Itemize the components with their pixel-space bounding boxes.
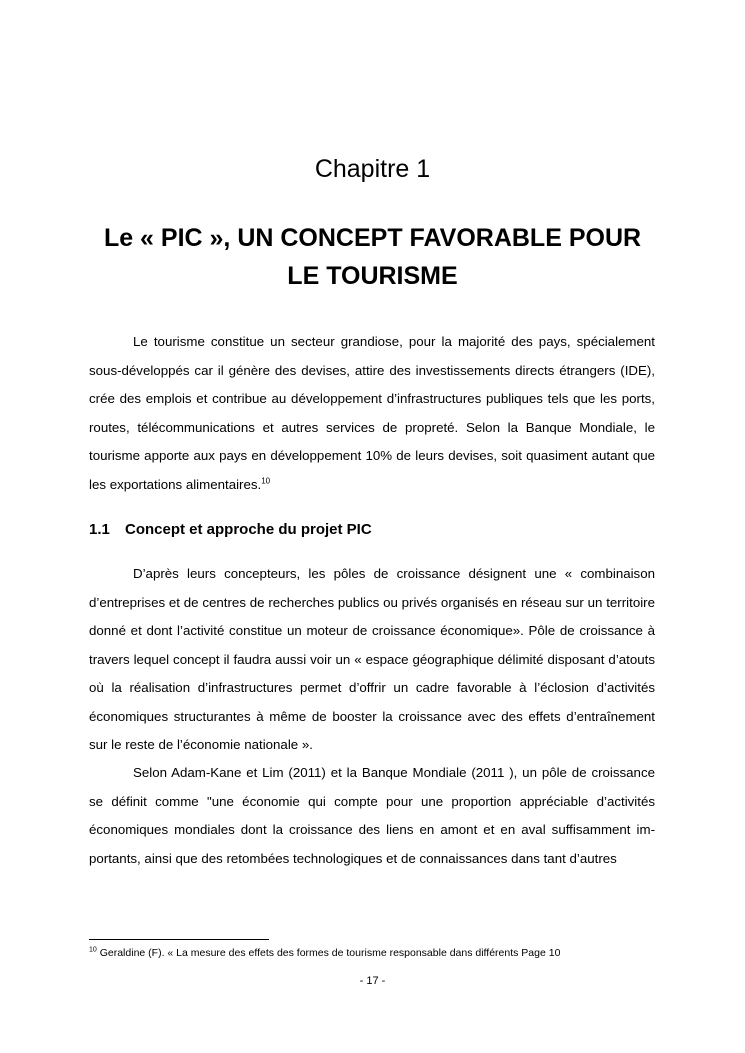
chapter-label: Chapitre 1 (314, 155, 431, 183)
footnote-text: Geraldine (F). « La mesure des effets des formes de tourisme responsable dans différents Page 10 (99, 947, 561, 959)
section-heading (89, 519, 372, 541)
chapter-title-line-1: Le « PIC », UN CONCEPT FAVORABLE POUR (103, 224, 642, 252)
section-number: 1.1 (89, 521, 110, 538)
footnote (89, 946, 689, 960)
footnote-number: 10 (89, 946, 97, 954)
section-title: Concept et approche du projet PIC (125, 521, 372, 538)
intro-paragraph-text: Le tourisme constitue un secteur grandiose, pour la majorité des pays, spécialement sous-développés car il génère des devises, attire des investissements directs étrangers (IDE), crée des emplois et contribue au développement d’infrastructures publiques tels que les ports, routes, télécommunications et autres services de propreté. Selon la Banque Mondiale, le tourisme apporte aux pays en développement 10% de leurs devises, soit quasiment autant que les exportations alimentaires. (89, 334, 655, 492)
chapter-title (96, 219, 649, 295)
footnote-reference[interactable]: 10 (261, 476, 271, 486)
footnote-separator (89, 939, 269, 940)
body-paragraph: Selon Adam-Kane et Lim (2011) et la Banque Mondiale (2011 ), un pôle de croissance se définit comme "une économie qui compte pour une proportion appréciable d’activités économiques mondiales dont la croissance des liens en amont et en aval suffisamment im-portants, ainsi que des retombées technologiques et de connaissances dans tant d’autres (89, 765, 655, 866)
body-paragraph: D’après leurs concepteurs, les pôles de croissance désignent une « combinaison d’entreprises et de centres de recherches publics ou privés organisés en réseau sur un territoire donné et dont l’activité constitue un moteur de croissance économique». Pôle de croissance à travers lequel concept il faudra aussi voir un « espace géographique délimité disposant d’atouts où la réalisation d’infrastructures permet d’offrir un cadre favorable à l’éclosion d’activités économiques structurantes à même de booster la croissance avec des effets d’entraînement sur le reste de l’économie nationale ». (89, 566, 655, 752)
chapter-title-line-2: LE TOURISME (287, 262, 458, 290)
intro-paragraph (89, 328, 655, 499)
page-number: - 17 - (359, 975, 386, 987)
